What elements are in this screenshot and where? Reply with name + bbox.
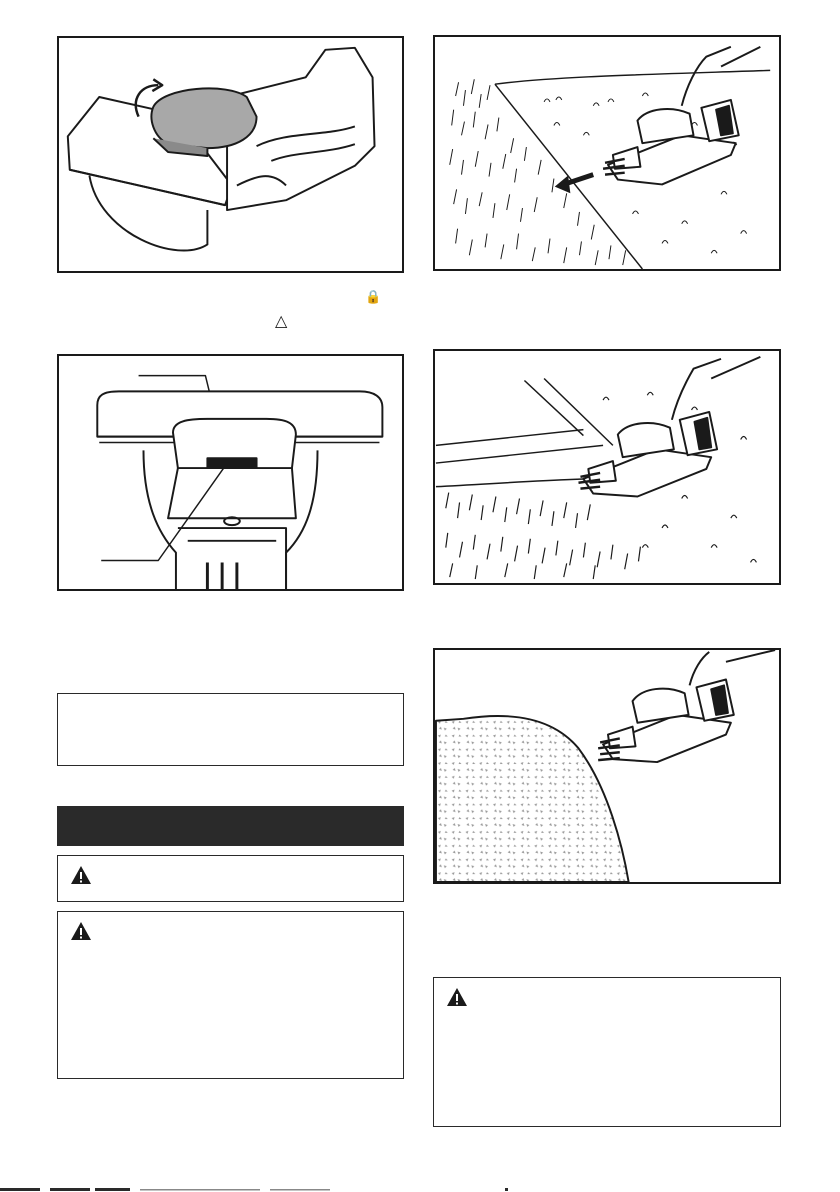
warning-box-3 (433, 977, 781, 1127)
warning-triangle-icon (70, 865, 92, 885)
lock-icon: 🔒 (365, 289, 382, 304)
trimming-edge-illustration (435, 351, 779, 583)
warning-box-1 (57, 855, 404, 902)
shear-cover-illustration (59, 38, 402, 271)
trimming-border-illustration (435, 650, 779, 882)
note-box (57, 693, 404, 766)
warning-triangle-icon (70, 921, 92, 941)
figure-trimming-edge (433, 349, 781, 585)
figure-trimming-grass (433, 35, 781, 271)
footer-strip (0, 1184, 840, 1192)
trimming-grass-illustration (435, 37, 779, 269)
warning-box-2 (57, 911, 404, 1079)
triangle-icon: △ (275, 313, 288, 330)
figure-blade-alignment (57, 354, 404, 591)
warning-triangle-icon (446, 987, 468, 1007)
alignment-illustration (59, 356, 402, 589)
figure-trimming-border (433, 648, 781, 884)
section-header-bar (57, 806, 404, 846)
figure-cover-rotate (57, 36, 404, 273)
